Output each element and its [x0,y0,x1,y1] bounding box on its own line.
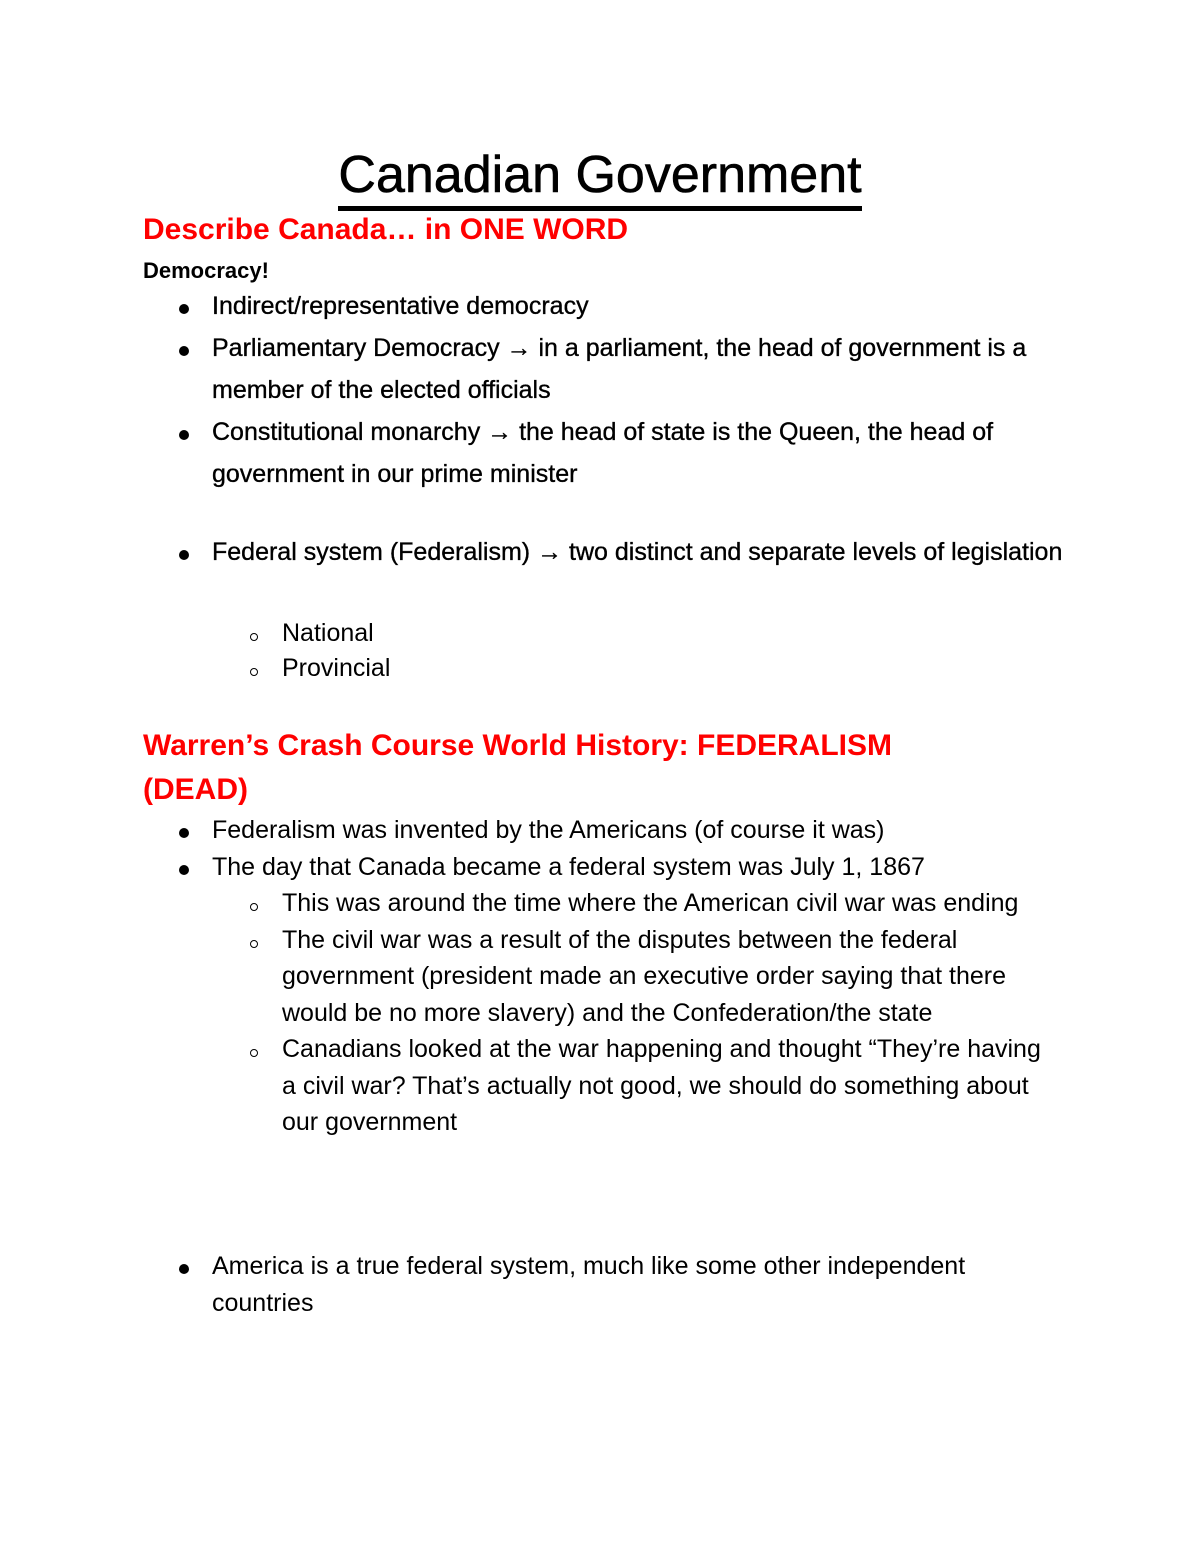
federalism-list [212,812,1072,1141]
federal-levels-sublist [282,616,1062,686]
bullet-circle-icon [244,885,264,922]
list-item: Parliamentary Democracy → in a parliament, the head of government is a member of the elected officials [212,327,1072,411]
bullet-dot-icon [174,849,194,886]
bullet-circle-icon [244,651,264,686]
list-item: Provincial [282,651,1062,686]
civil-war-sublist [282,885,1042,1141]
america-list [212,1248,1072,1321]
page-title [0,140,1200,211]
bullet-dot-icon [174,531,194,573]
bullet-dot-icon [174,411,194,453]
bullet-dot-icon [174,812,194,849]
bullet-dot-icon [174,1248,194,1285]
section-heading-federalism-line2: (DEAD) [143,773,248,806]
list-item: This was around the time where the American civil war was ending [282,885,1042,922]
democracy-list [212,285,1072,495]
list-item: National [282,616,1062,651]
bullet-dot-icon [174,285,194,327]
bullet-circle-icon [244,1031,264,1068]
bullet-circle-icon [244,922,264,959]
section-heading-federalism-line1: Warren’s Crash Course World History: FEDERALISM [143,729,893,762]
list-item: Canadians looked at the war happening and thought “They’re having a civil war? That’s actually not good, we should do something about our government [282,1031,1042,1141]
list-item: Constitutional monarchy → the head of state is the Queen, the head of government in our prime minister [212,411,1072,495]
list-item: Federal system (Federalism) → two distinct and separate levels of legislation [212,531,1072,573]
list-item: The day that Canada became a federal system was July 1, 1867 This was around the time where the American civil war was ending The civil war was a result of the disputes between the federal government (president made an executive order saying that there would be no more slavery) and the Confederation/the state Canadians looked at the war happening and thought “They’re having a civil war? That’s actually not good, we should do something about our government [212,849,1072,1141]
list-item: The civil war was a result of the disputes between the federal government (president made an executive order saying that there would be no more slavery) and the Confederation/the state [282,922,1042,1032]
section-subheading-democracy: Democracy! [143,258,269,283]
list-item: Federalism was invented by the Americans (of course it was) [212,812,1072,849]
list-item: Indirect/representative democracy [212,285,1072,327]
bullet-dot-icon [174,327,194,369]
section-heading-describe-canada: Describe Canada… in ONE WORD [143,213,629,246]
bullet-circle-icon [244,616,264,651]
page-title-text: Canadian Government [338,146,861,211]
list-item: America is a true federal system, much like some other independent countries [212,1248,1072,1321]
federal-system-list [212,531,1072,573]
